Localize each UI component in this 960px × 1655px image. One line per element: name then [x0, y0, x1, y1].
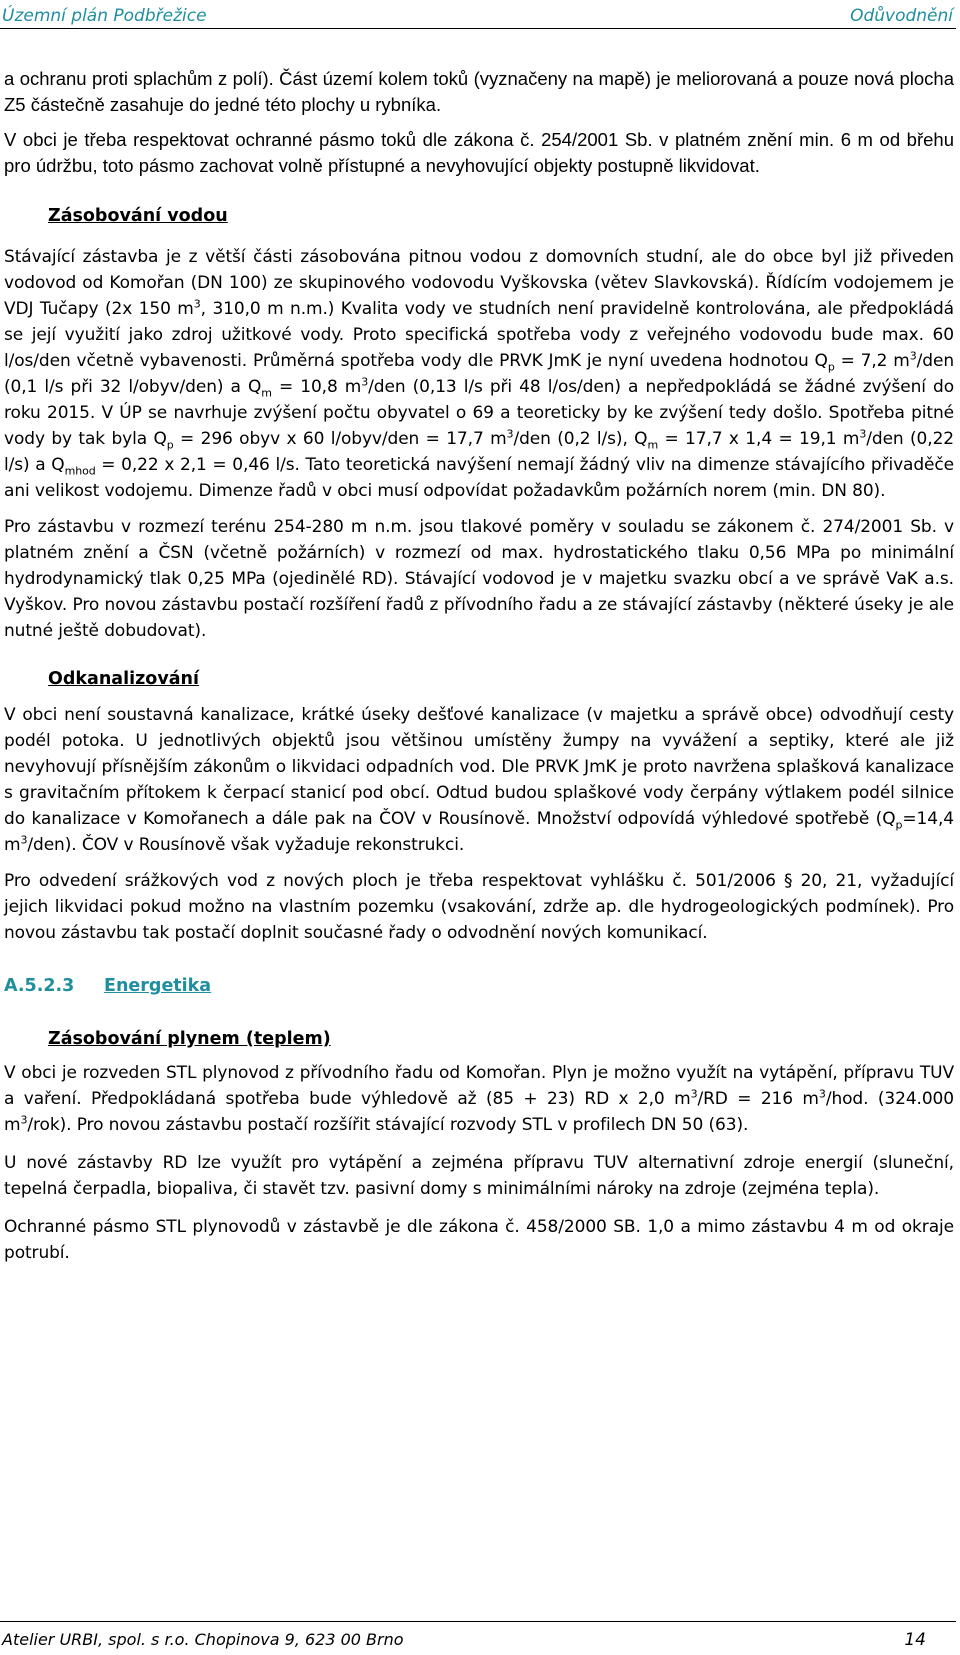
- superscript: 3: [361, 375, 369, 389]
- text-run: V obci je rozveden STL plynovod z přívodního řadu od Komořan. Plyn je možno využít na vytápění, přípravu TUV a vaření. Předpokládaná spotřeba bude výhledově až (85 + 23) RD x 2,0 m: [4, 1063, 954, 1109]
- text-run: /den (0,1 l/s při 32 l/obyv/den) a Q: [4, 351, 954, 397]
- water-supply-paragraph-2: Pro zástavbu v rozmezí terénu 254-280 m n.m. jsou tlakové poměry v souladu se zákonem č. 274/2001 Sb. v platném znění a ČSN (včetně požárních) v rozmezí od max. hydrostatického tlaku 0,56 MPa po minimální hydrodynamický tlak 0,25 MPa (ojedinělé RD). Stávající vodovod je v majetku svazku obcí a ve správě VaK a.s. Vyškov. Pro novou zástavbu postačí rozšíření řadů z přívodního řadu a ze stávající zástavby (některé úseky je ale nutné ještě dobudovat).: [4, 517, 954, 641]
- section-heading: [4, 976, 954, 996]
- text-run: V obci není soustavná kanalizace, krátké úseky dešťové kanalizace (v majetku a správě obce) odvodňují cesty podél potoka. U jednotlivých objektů jsou většinou umístěny žumpy na vyvážení a septiky, které ale již nevyhovují přísnějším zákonům o likvidaci odpadních vod. Dle PRVK JmK je proto navržena splašková kanalizace s gravitačním přítokem k čerpací stanicí pod obcí. Odtud budou splaškové vody čerpány výtlakem podél silnice do kanalizace v Komořanech a dále pak na ČOV v Rousínově. Množství odpovídá výhledové spotřebě (Q: [4, 705, 954, 829]
- text-run: /den (0,13 l/s při 48 l/os/den) a nepředpokládá se žádné zvýšení do roku 2015. V ÚP se navrhuje zvýšení počtu obyvatel o 69 a teoreticky by ke zvýšení tedy došlo. Spotřeba pitné vody by tak byla Q: [4, 377, 954, 449]
- text-run: = 296 obyv x 60 l/obyv/den = 17,7 m: [173, 429, 507, 449]
- intro-paragraph-2: V obci je třeba respektovat ochranné pásmo toků dle zákona č. 254/2001 Sb. v platném znění min. 6 m od břehu pro údržbu, toto pásmo zachovat volně přístupné a nevyhovující objekty postupně likvidovat.: [4, 129, 954, 176]
- superscript: 3: [20, 1113, 28, 1127]
- superscript: 3: [909, 349, 917, 363]
- text-run: = 10,8 m: [271, 377, 362, 397]
- gas-supply-paragraph-2: U nové zástavby RD lze využít pro vytápění a zejména přípravu TUV alternativní zdroje energií (sluneční, tepelná čerpadla, biopaliva, či stavět tzv. pasivní domy s minimálními nároky na zdroje (zejména tepla).: [4, 1153, 954, 1199]
- intro-paragraph-1: a ochranu proti splachům z polí). Část území kolem toků (vyznačeny na mapě) je meliorovaná a pouze nová plocha Z5 částečně zasahuje do jedné této plochy u rybníka.: [4, 68, 954, 115]
- company-address: Atelier URBI, spol. s r.o. Chopinova 9, 623 00 Brno: [2, 1630, 404, 1649]
- superscript: 3: [690, 1087, 698, 1101]
- superscript: 3: [506, 427, 514, 441]
- subscript: p: [166, 438, 174, 452]
- text-run: Stávající zástavba je z větší části zásobována pitnou vodou z domovních studní, ale do obce byl již přiveden vodovod od Komořan (DN 100) ze skupinového vodovodu Vyškovska (větev Slavkovská). Řídícím vodojemem je VDJ Tučapy (2x 150 m: [4, 247, 954, 319]
- text-run: = 17,7 x 1,4 = 19,1 m: [658, 429, 860, 449]
- page-header: [0, 6, 956, 29]
- text-run: /hod. (324.000 m: [4, 1089, 954, 1135]
- text-run: /den). ČOV v Rousínově však vyžaduje rekonstrukci.: [27, 835, 465, 855]
- subscript: p: [827, 360, 835, 374]
- superscript: 3: [818, 1087, 826, 1101]
- subscript: m: [261, 386, 272, 400]
- page-number: 14: [904, 1630, 926, 1650]
- subscript: mhod: [64, 464, 96, 478]
- text-run: /RD = 216 m: [697, 1089, 819, 1109]
- page-content: [4, 66, 954, 1266]
- superscript: 3: [193, 297, 201, 311]
- subscript: m: [647, 438, 659, 452]
- water-supply-paragraph-1: [4, 244, 954, 504]
- section-title: Energetika: [104, 976, 212, 996]
- gas-supply-heading: Zásobování plynem (teplem): [48, 1029, 331, 1049]
- text-run: /rok). Pro novou zástavbu postačí rozšířit stávající rozvody STL v profilech DN 50 (63).: [27, 1115, 749, 1135]
- text-run: /den (0,22 l/s) a Q: [4, 429, 955, 475]
- text-run: = 7,2 m: [834, 351, 910, 371]
- page-footer: [0, 1621, 956, 1652]
- superscript: 3: [859, 427, 867, 441]
- sewerage-heading: Odkanalizování: [48, 669, 199, 689]
- gas-supply-paragraph-3: Ochranné pásmo STL plynovodů v zástavbě je dle zákona č. 458/2000 SB. 1,0 a mimo zástavbu 4 m od okraje potrubí.: [4, 1217, 954, 1263]
- document-section: Odůvodnění: [850, 6, 953, 26]
- superscript: 3: [20, 833, 28, 847]
- gas-supply-paragraph-1: [4, 1060, 954, 1138]
- subscript: p: [895, 818, 903, 832]
- text-run: = 0,22 x 2,1 = 0,46 l/s. Tato teoretická navýšení nemají žádný vliv na dimenze stávajícího přivaděče ani velikost vodojemu. Dimenze řadů v obci musí odpovídat požadavkům požárních norem (min. DN 80).: [4, 455, 955, 501]
- water-supply-heading: Zásobování vodou: [48, 206, 228, 226]
- sewerage-paragraph-2: Pro odvedení srážkových vod z nových ploch je třeba respektovat vyhlášku č. 501/2006 § 20, 21, vyžadující jejich likvidaci pokud možno na vlastním pozemku (vsakování, zdrže ap. dle hydrogeologických podmínek). Pro novou zástavbu tak postačí doplnit současné řady o odvodnění nových komunikací.: [4, 871, 954, 943]
- document-title: Územní plán Podbřežice: [2, 6, 207, 26]
- text-run: /den (0,2 l/s), Q: [513, 429, 648, 449]
- text-run: =14,4 m: [4, 809, 954, 855]
- section-number: A.5.2.3: [4, 976, 75, 996]
- text-run: , 310,0 m n.m.) Kvalita vody ve studních není pravidelně kontrolována, ale předpokládá se její využití jako zdroj užitkové vody. Proto specifická spotřeba vody z veřejného vodovodu bude max. 60 l/os/den včetně vybavenosti. Průměrná spotřeba vody dle PRVK JmK je nyní uvedena hodnotou Q: [4, 299, 954, 371]
- sewerage-paragraph-1: [4, 702, 954, 858]
